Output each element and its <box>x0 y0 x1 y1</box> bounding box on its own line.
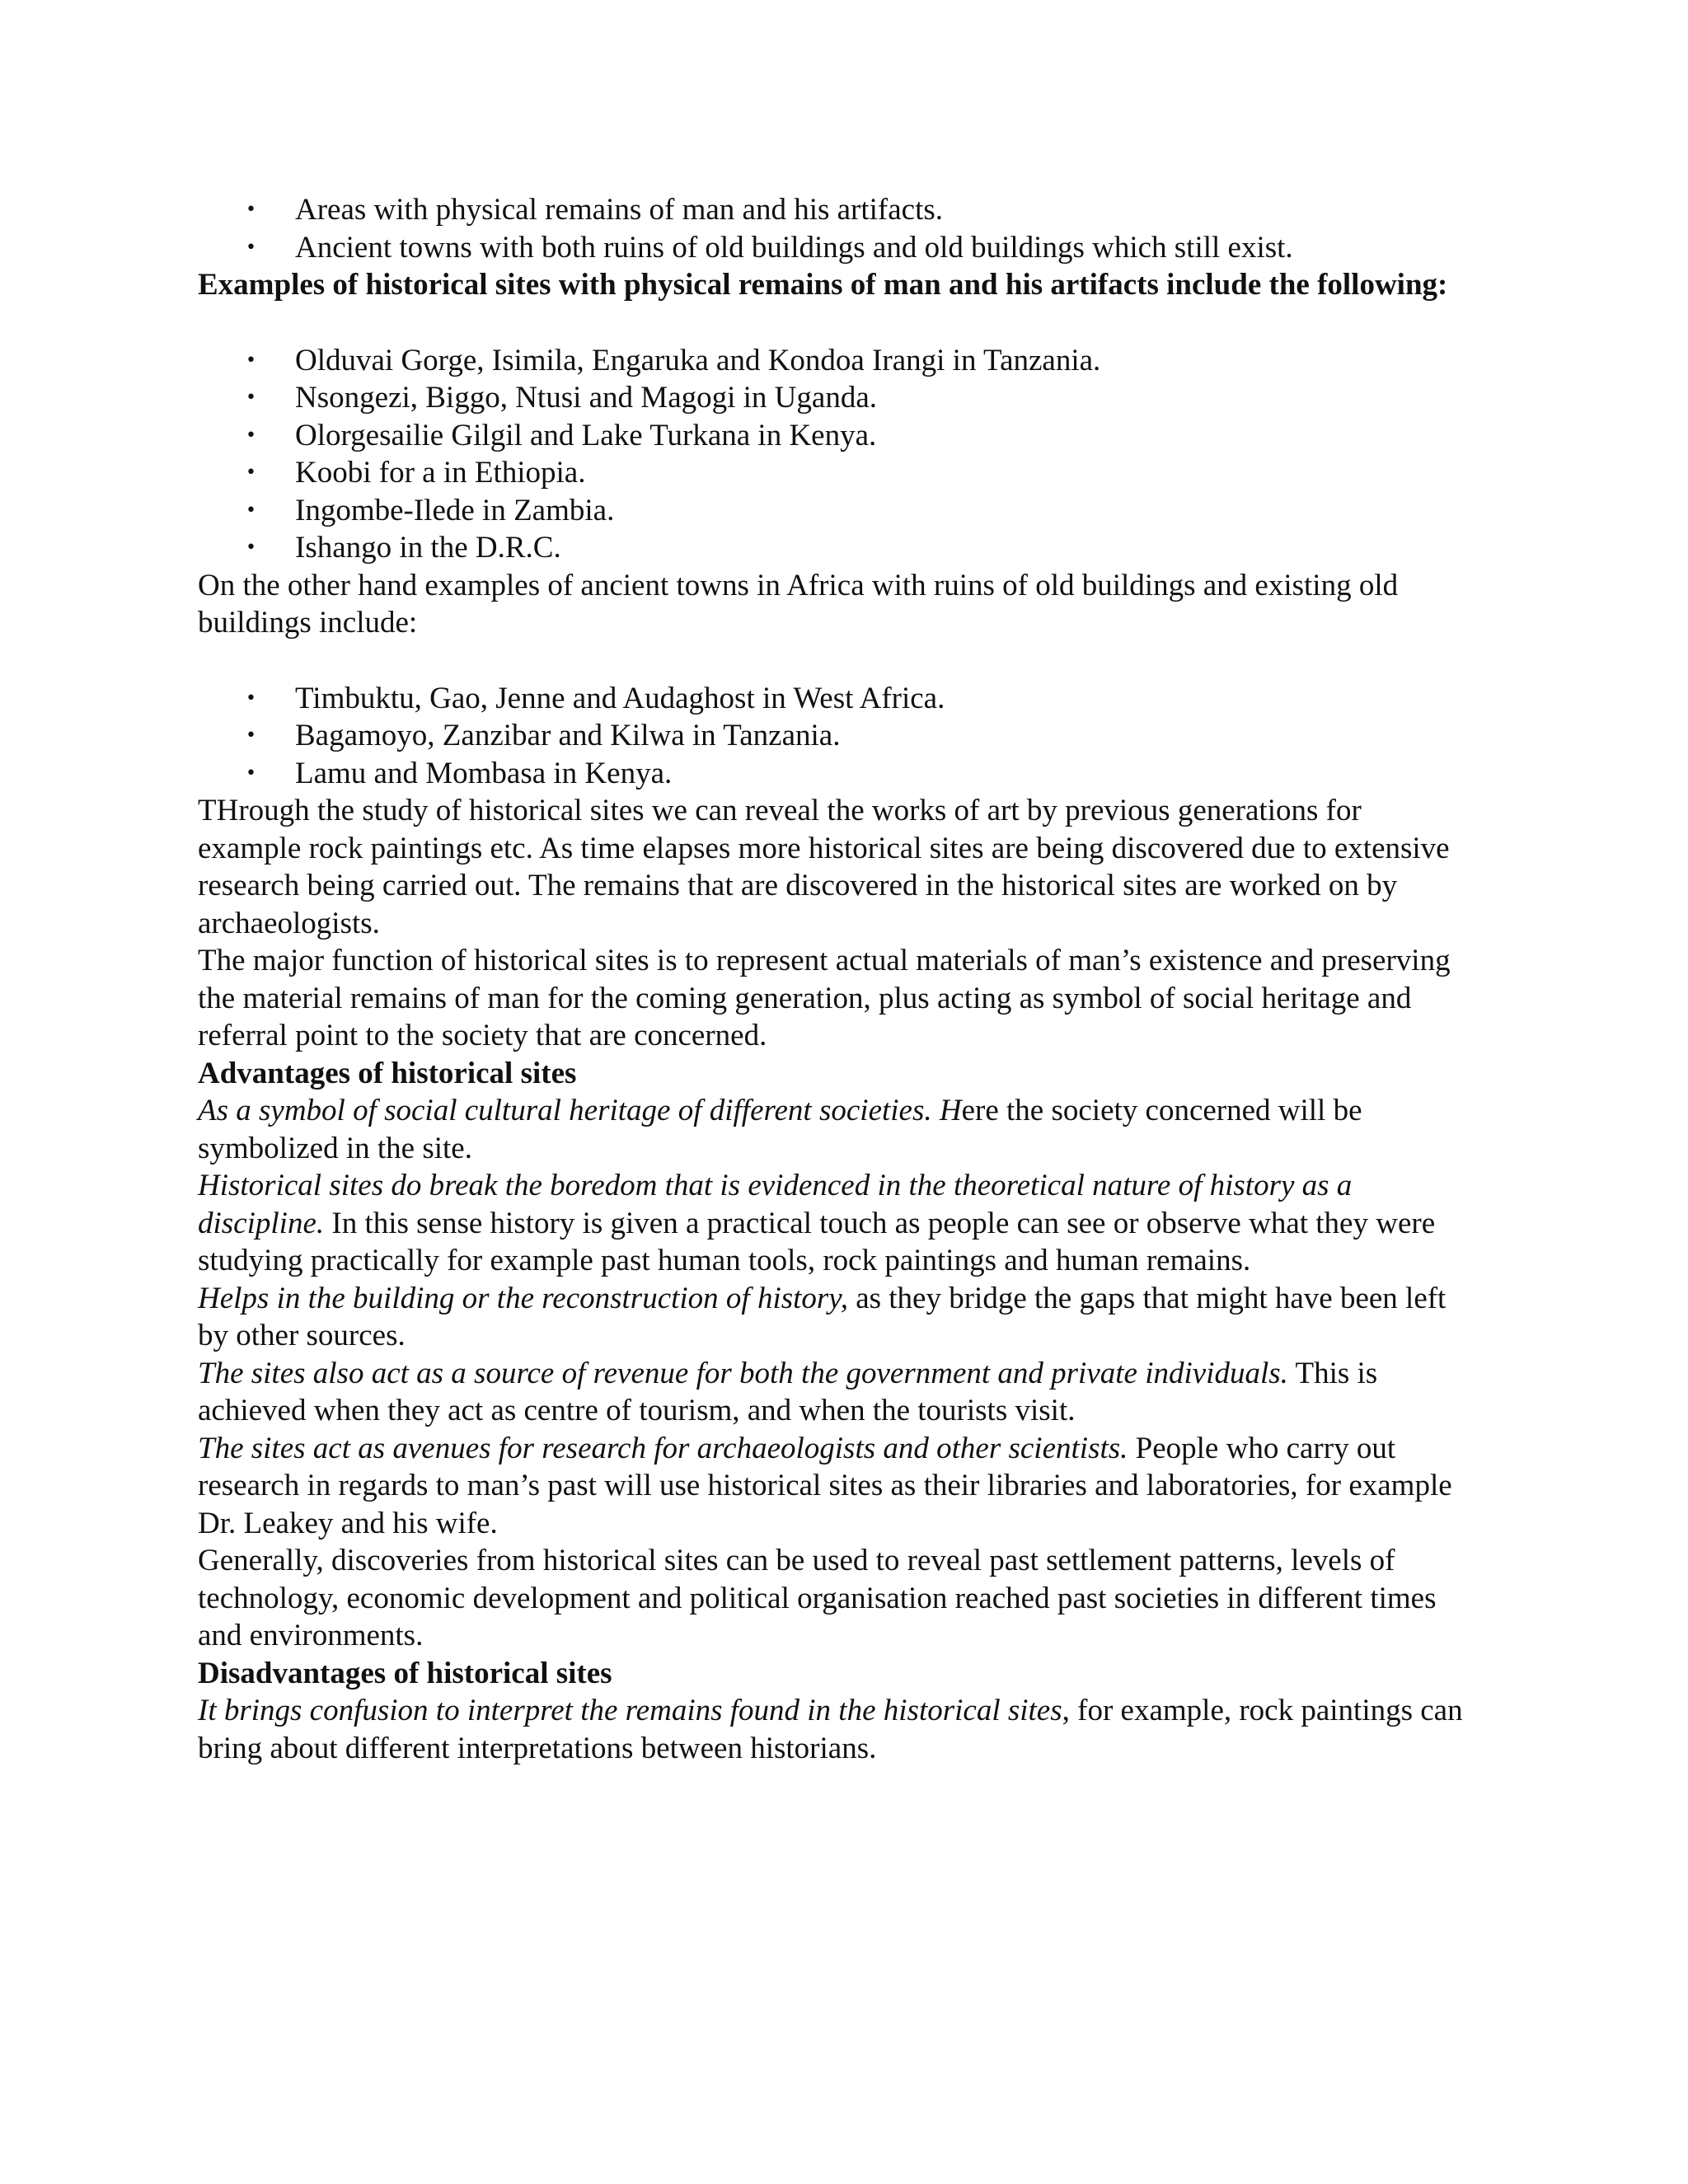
bullet-icon: • <box>246 387 256 408</box>
advantage-item <box>198 1280 1465 1355</box>
list-item <box>198 492 1465 530</box>
list-item-text: Bagamoyo, Zanzibar and Kilwa in Tanzania. <box>295 719 841 752</box>
bullet-icon: • <box>246 199 256 220</box>
list-item <box>198 454 1465 492</box>
advantage-item <box>198 1355 1465 1430</box>
advantage-text: as they bridge the gaps that might have been left by other sources. <box>198 1281 1447 1352</box>
examples-heading: Examples of historical sites with physical remains of man and his artifacts include the following: <box>198 268 1448 302</box>
function-paragraph: The major function of historical sites is to represent actual materials of man’s existence and preserving the material remains of man for the coming generation, plus acting as symbol of social heritage and referral point to the society that are concerned. <box>198 944 1451 1052</box>
advantage-lead: As a symbol of social cultural heritage of different societies. H <box>198 1094 962 1127</box>
disadvantage-item <box>198 1692 1465 1767</box>
bullet-icon: • <box>246 687 256 709</box>
list-item-text: Olorgesailie Gilgil and Lake Turkana in Kenya. <box>295 418 877 452</box>
list-item-text: Timbuktu, Gao, Jenne and Audaghost in West Africa. <box>295 681 945 715</box>
list-item <box>198 229 1465 267</box>
general-paragraph: Generally, discoveries from historical sites can be used to reveal past settlement patterns, levels of technology, economic development and political organisation reached past societies in different times and environments. <box>198 1544 1437 1652</box>
advantage-lead: Helps in the building or the reconstruction of history, <box>198 1281 848 1315</box>
list-item <box>198 717 1465 755</box>
list-item <box>198 191 1465 229</box>
advantage-lead: The sites act as avenues for research for archaeologists and other scientists. <box>198 1431 1128 1465</box>
bullet-icon: • <box>246 349 256 371</box>
advantages-heading: Advantages of historical sites <box>198 1056 577 1090</box>
list-item-text: Ishango in the D.R.C. <box>295 531 561 565</box>
bullet-icon: • <box>246 762 256 784</box>
list-item-text: Lamu and Mombasa in Kenya. <box>295 756 673 790</box>
list-item <box>198 379 1465 417</box>
list-item-text: Ingombe-Ilede in Zambia. <box>295 493 615 527</box>
bullet-icon: • <box>246 725 256 746</box>
disadvantage-text: , for example, rock paintings can bring about different interpretations between historians. <box>198 1694 1463 1765</box>
advantage-item <box>198 1092 1465 1167</box>
bullet-icon: • <box>246 537 256 558</box>
list-item <box>198 755 1465 793</box>
advantage-lead: The sites also act as a source of revenue for both the government and private individuals. <box>198 1356 1288 1390</box>
advantage-text: ere the society concerned will be symbolized in the site. <box>198 1094 1362 1165</box>
intro-list <box>198 191 1465 266</box>
bullet-icon: • <box>246 462 256 483</box>
list-item-text: Olduvai Gorge, Isimila, Engaruka and Kondoa Irangi in Tanzania. <box>295 343 1101 377</box>
list-item-text: Areas with physical remains of man and his artifacts. <box>295 193 944 227</box>
list-item-text: Ancient towns with both ruins of old buildings and old buildings which still exist. <box>295 230 1293 265</box>
list-item <box>198 417 1465 455</box>
bullet-icon: • <box>246 237 256 258</box>
towns-intro-paragraph: On the other hand examples of ancient towns in Africa with ruins of old buildings and existing old buildings include: <box>198 568 1399 640</box>
advantage-item <box>198 1430 1465 1543</box>
list-item <box>198 680 1465 718</box>
ancient-towns-list <box>198 680 1465 793</box>
study-paragraph: THrough the study of historical sites we can reveal the works of art by previous generations for example rock paintings etc. As time elapses more historical sites are being discovered due to extensive research being carried out. The remains that are discovered in the historical sites are worked on by archaeologists. <box>198 794 1450 940</box>
list-item-text: Koobi for a in Ethiopia. <box>295 456 586 490</box>
disadvantages-heading: Disadvantages of historical sites <box>198 1656 612 1690</box>
list-item <box>198 342 1465 380</box>
list-item <box>198 529 1465 567</box>
list-item-text: Nsongezi, Biggo, Ntusi and Magogi in Uganda. <box>295 381 877 415</box>
bullet-icon: • <box>246 424 256 446</box>
physical-sites-list <box>198 342 1465 567</box>
advantage-text: In this sense history is given a practical touch as people can see or observe what they were studying practically for example past human tools, rock paintings and human remains. <box>198 1206 1436 1277</box>
bullet-icon: • <box>246 499 256 521</box>
advantage-text: People who carry out research in regards to man’s past will use historical sites as their libraries and laboratories, for example Dr. Leakey and his wife. <box>198 1431 1452 1540</box>
advantage-lead: Historical sites do break the boredom that is evidenced in the theoretical nature of history as a discipline. <box>198 1169 1353 1240</box>
advantage-item <box>198 1167 1465 1280</box>
disadvantage-lead: It brings confusion to interpret the remains found in the historical sites <box>198 1694 1062 1727</box>
advantage-text: This is achieved when they act as centre of tourism, and when the tourists visit. <box>198 1356 1378 1427</box>
